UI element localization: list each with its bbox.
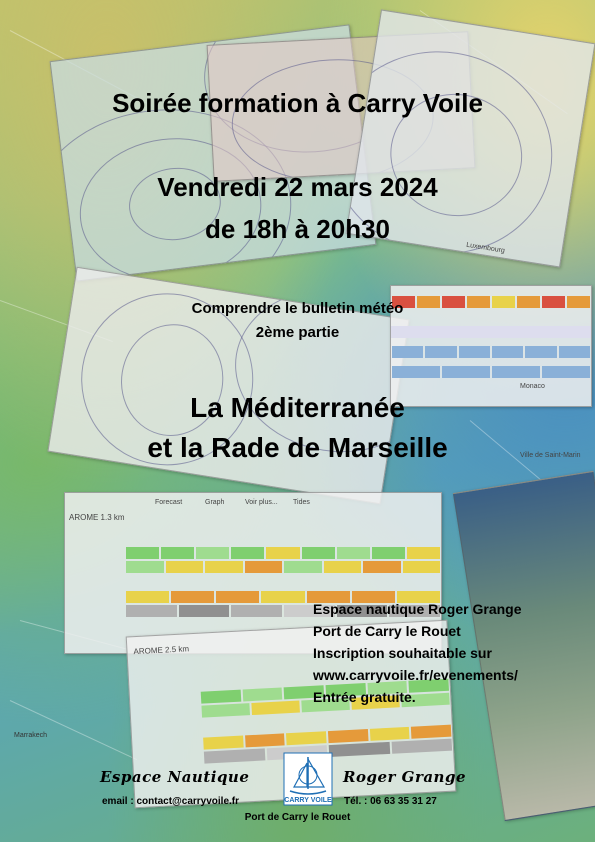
- map-label: Luxembourg: [465, 241, 506, 255]
- topic-line-2: et la Rade de Marseille: [147, 432, 448, 463]
- map-label: Ville de Saint-Marin: [520, 452, 581, 459]
- info-port: Port de Carry le Rouet: [313, 623, 461, 639]
- info-registration: Inscription souhaitable sur: [313, 645, 492, 661]
- info-free-entry: Entrée gratuite.: [313, 689, 416, 705]
- table-model-label: AROME 2.5 km: [133, 644, 190, 657]
- tab-more: Voir plus...: [245, 499, 278, 506]
- event-time: de 18h à 20h30: [205, 214, 390, 244]
- footer-name-right: Roger Grange: [343, 768, 466, 786]
- subtitle-line-2: 2ème partie: [255, 324, 340, 341]
- logo-text: CARRY VOILE: [284, 797, 332, 804]
- topic-line-1: La Méditerranée: [190, 392, 405, 423]
- footer-port: Port de Carry le Rouet: [244, 812, 351, 823]
- map-label: Marrakech: [14, 732, 48, 739]
- footer-email-link[interactable]: email : contact@carryvoile.fr: [102, 796, 240, 807]
- subtitle-line-1: Comprendre le bulletin météo: [191, 300, 404, 317]
- event-title: Soirée formation à Carry Voile: [112, 88, 483, 118]
- footer-name-left: Espace Nautique: [100, 768, 250, 786]
- footer-phone: Tél. : 06 63 35 31 27: [344, 796, 437, 807]
- tab-tides: Tides: [293, 499, 310, 506]
- tab-forecast: Forecast: [155, 499, 183, 506]
- carry-voile-logo: [278, 751, 338, 807]
- info-website-link[interactable]: www.carryvoile.fr/evenements/: [313, 667, 518, 683]
- tab-graph: Graph: [205, 499, 225, 506]
- table-model-label: AROME 1.3 km: [69, 513, 125, 522]
- event-date: Vendredi 22 mars 2024: [157, 172, 438, 202]
- map-label: Monaco: [520, 383, 545, 390]
- info-venue: Espace nautique Roger Grange: [313, 601, 522, 617]
